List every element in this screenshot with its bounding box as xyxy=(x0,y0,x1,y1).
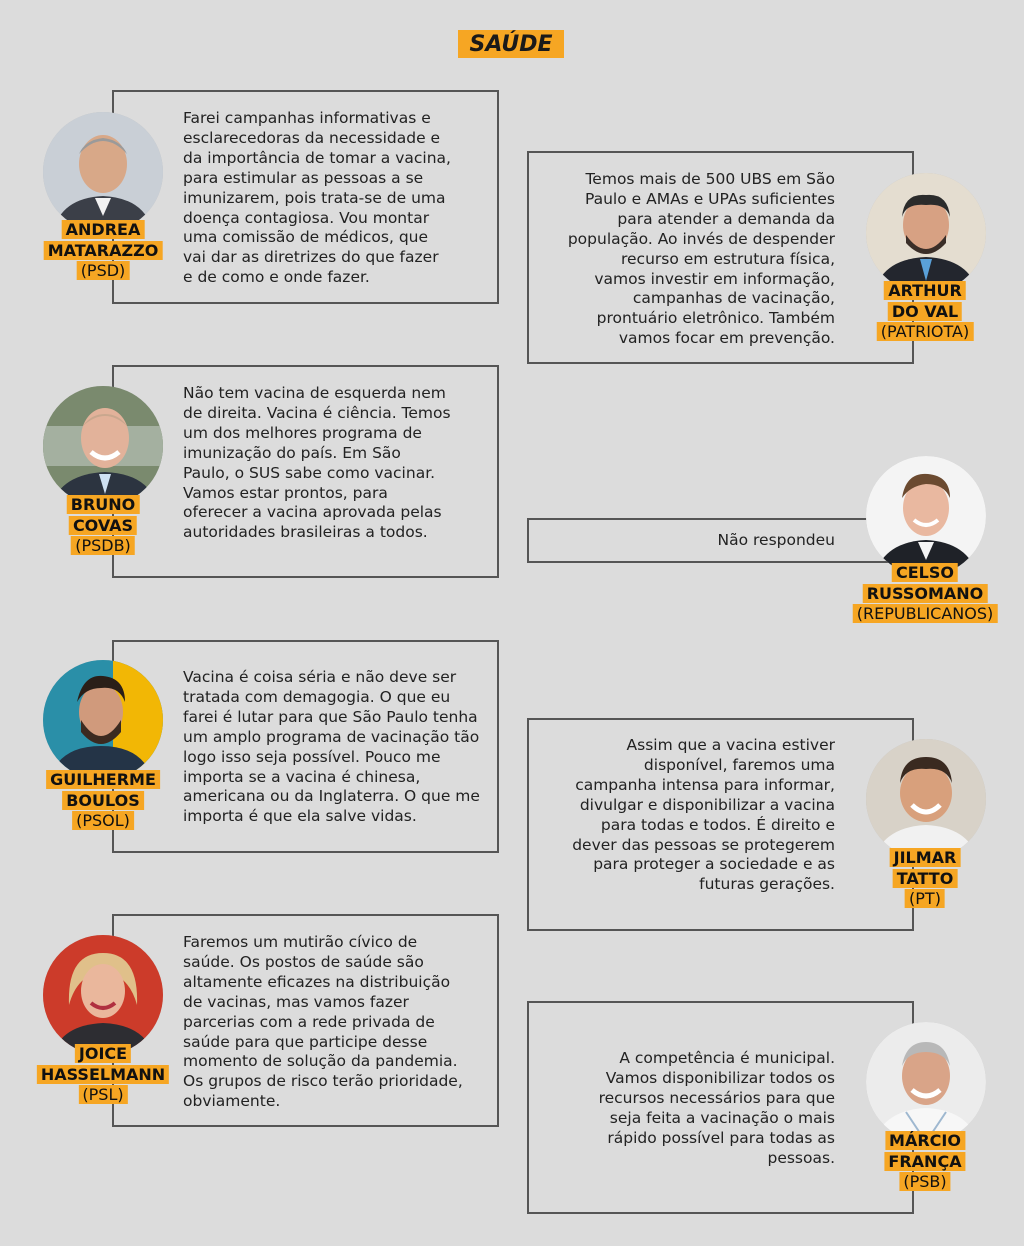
candidate-name-covas: BRUNO COVAS (PSDB) xyxy=(67,495,140,557)
candidate-name-tatto: JILMAR TATTO (PT) xyxy=(890,848,961,910)
quote-russomano: Não respondeu xyxy=(717,531,835,549)
candidate-photo-do-val xyxy=(866,173,986,293)
candidate-photo-hasselmann xyxy=(43,935,163,1055)
candidate-photo-franca xyxy=(866,1022,986,1142)
quote-covas: Não tem vacina de esquerda nem de direita. Vacina é ciência. Temos um dos melhores programa de imunização do país. Em São Paulo, o SUS sabe como vacinar. Vamos estar prontos, para oferecer a vacina aprovada pelas autoridades brasileiras a todos. xyxy=(183,384,451,542)
candidate-name-boulos: GUILHERME BOULOS (PSOL) xyxy=(46,770,160,832)
candidate-photo-russomano xyxy=(866,456,986,576)
quote-matarazzo: Farei campanhas informativas e esclarecedoras da necessidade e da importância de tomar a vacina, para estimular as pessoas a se imunizarem, pois trata-se de uma doença contagiosa. Vou montar uma comissão de médicos, que vai dar as diretrizes do que fazer e de como e onde fazer. xyxy=(183,109,451,287)
quote-boulos: Vacina é coisa séria e não deve ser tratada com demagogia. O que eu farei é lutar para que São Paulo tenha um amplo programa de vacinação tão logo isso seja possível. Pouco me importa se a vacina é chinesa, americana ou da Inglaterra. O que me importa é que ela salve vidas. xyxy=(183,668,480,826)
quote-do-val: Temos mais de 500 UBS em São Paulo e AMAs e UPAs suficientes para atender a demanda da população. Ao invés de despender recurso em estrutura física, vamos investir em informação, campanhas de vacinação, prontuário eletrônico. Também vamos focar em prevenção. xyxy=(567,170,835,348)
candidate-name-hasselmann: JOICE HASSELMANN (PSL) xyxy=(37,1044,169,1106)
candidate-photo-boulos xyxy=(43,660,163,780)
quote-franca: A competência é municipal. Vamos disponibilizar todos os recursos necessários para que seja feita a vacinação o mais rápido possível para todas as pessoas. xyxy=(598,1049,835,1167)
section-title: SAÚDE xyxy=(458,30,564,58)
candidate-name-do-val: ARTHUR DO VAL (PATRIOTA) xyxy=(877,281,974,343)
quote-hasselmann: Faremos um mutirão cívico de saúde. Os postos de saúde são altamente eficazes na distribuição de vacinas, mas vamos fazer parcerias com a rede privada de saúde para que participe desse momento de solução da pandemia. Os grupos de risco terão prioridade, obviamente. xyxy=(183,933,463,1111)
candidate-name-russomano: CELSO RUSSOMANO (REPUBLICANOS) xyxy=(853,563,998,625)
candidate-name-matarazzo: ANDREA MATARAZZO (PSD) xyxy=(44,220,163,282)
candidate-photo-covas xyxy=(43,386,163,506)
quote-tatto: Assim que a vacina estiver disponível, faremos uma campanha intensa para informar, divulgar e disponibilizar a vacina para todas e todos. É direito e dever das pessoas se protegerem para proteger a sociedade e as futuras gerações. xyxy=(572,736,835,894)
candidate-photo-matarazzo xyxy=(43,112,163,232)
candidate-name-franca: MÁRCIO FRANÇA (PSB) xyxy=(884,1131,965,1193)
candidate-photo-tatto xyxy=(866,739,986,859)
